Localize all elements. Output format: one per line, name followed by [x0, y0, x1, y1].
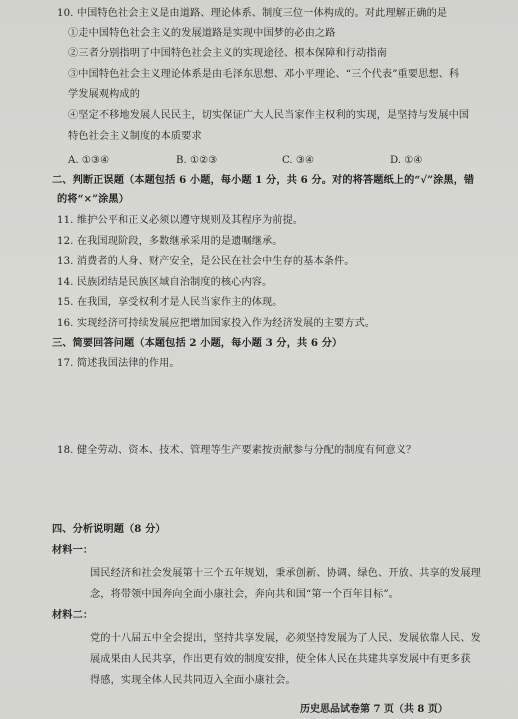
q10-choice-b: B. ①②③	[176, 155, 218, 166]
q17: 17. 简述我国法律的作用。	[57, 358, 180, 369]
q10-option-2: ②三者分别指明了中国特色社会主义的实现途径、根本保障和行动指南	[68, 48, 387, 59]
section-2-heading-cont: 的将“×”涂黑）	[57, 193, 129, 205]
section-2-heading: 二、判断正误题（本题包括 6 小题，每小题 1 分，共 6 分。对的将答题纸上的“√”涂黑，错	[52, 174, 475, 186]
q10-option-3: ③中国特色社会主义理论体系是由毛泽东思想、邓小平理论、“三个代表”重要思想、科	[68, 69, 460, 80]
material-2-label: 材料二：	[52, 609, 94, 621]
q10-option-3-cont: 学发展观构成的	[68, 89, 141, 100]
q15: 15. 在我国，享受权利才是人民当家作主的体现。	[57, 297, 283, 308]
section-4-heading: 四、分析说明题（8 分）	[52, 523, 166, 535]
q10-option-1: ①走中国特色社会主义的发展道路是实现中国梦的必由之路	[68, 28, 336, 39]
q12: 12. 在我国现阶段，多数继承采用的是遗嘱继承。	[57, 236, 283, 247]
q11: 11. 维护公平和正义必须以遵守规则及其程序为前提。	[57, 215, 304, 226]
q10-choice-d: D. ①④	[390, 155, 423, 166]
q10-choices	[68, 154, 468, 167]
q13: 13. 消费者的人身、财产安全，是公民在社会中生存的基本条件。	[57, 256, 355, 267]
section-3-heading: 三、简要回答问题（本题包括 2 小题，每小题 3 分，共 6 分）	[52, 337, 343, 349]
q10-choice-a: A. ①③④	[68, 155, 110, 166]
material-1-label: 材料一：	[52, 544, 94, 556]
q10-stem: 10. 中国特色社会主义是由道路、理论体系、制度三位一体构成的。对此理解正确的是	[57, 8, 448, 19]
material-1-text: 国民经济和社会发展第十三个五年规划，秉承创新、协调、绿色、开放、共享的发展理	[90, 568, 481, 579]
q16: 16. 实现经济可持续发展应把增加国家投入作为经济发展的主要方式。	[57, 318, 376, 329]
q10-choice-c: C. ③④	[282, 155, 315, 166]
material-1-text-cont: 念，将带领中国奔向全面小康社会，奔向共和国“第一个百年目标”。	[90, 589, 399, 600]
material-2-text-cont: 展成果由人民共享，作出更有效的制度安排，使全体人民在共建共享发展中有更多获	[90, 654, 471, 665]
q10-option-4: ④坚定不移地发展人民民主，切实保证广大人民当家作主权利的实现，是坚持与发展中国	[68, 110, 470, 121]
q18: 18. 健全劳动、资本、技术、管理等生产要素按贡献参与分配的制度有何意义？	[57, 445, 417, 456]
material-2-text: 党的十八届五中全会提出，坚持共享发展，必须坚持发展为了人民、发展依靠人民、发	[90, 633, 481, 644]
q14: 14. 民族团结是民族区域自治制度的核心内容。	[57, 277, 273, 288]
page-footer: 历史思品试卷第 7 页（共 8 页）	[300, 704, 448, 715]
material-2-text-cont-2: 得感，实现全体人民共同迈入全面小康社会。	[90, 675, 296, 686]
q10-option-4-cont: 特色社会主义制度的本质要求	[68, 131, 202, 142]
